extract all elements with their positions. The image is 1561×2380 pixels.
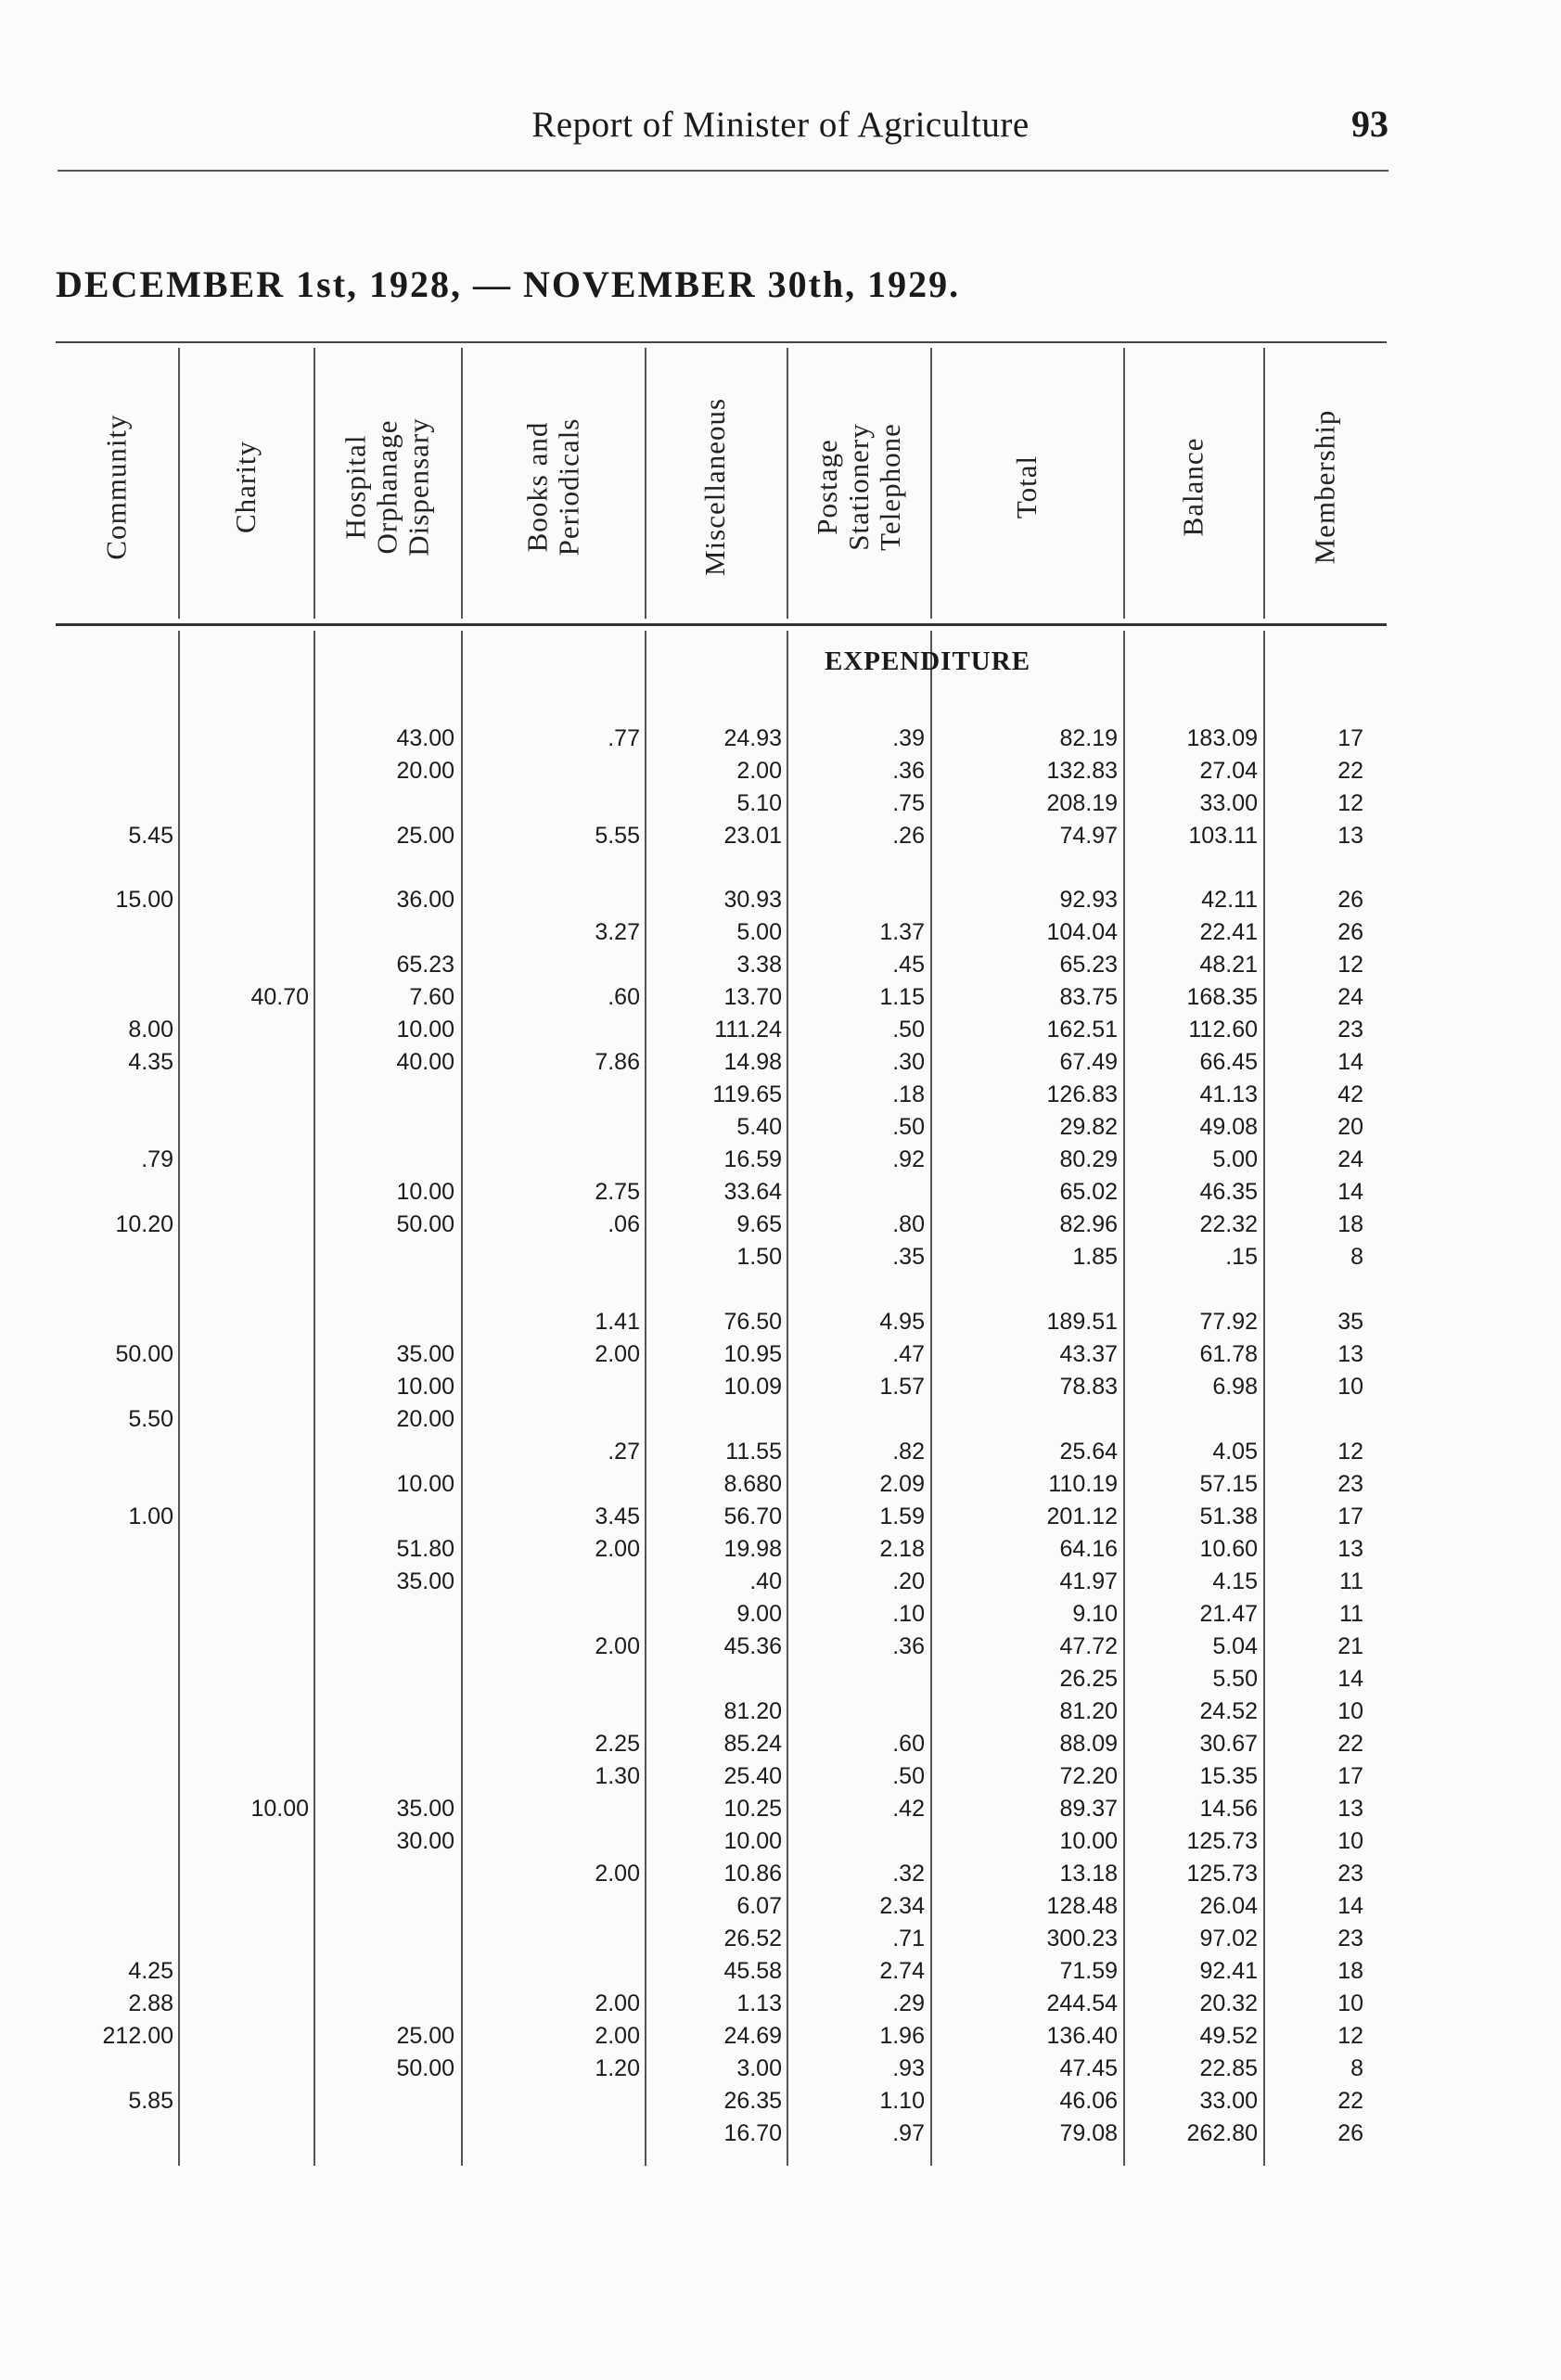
column-header-hospital <box>313 354 461 619</box>
cell-books: 1.30 <box>595 1763 640 1789</box>
cell-misc: 6.07 <box>736 1893 782 1919</box>
cell-community: 50.00 <box>115 1341 173 1367</box>
cell-hospital: 10.00 <box>396 1179 454 1205</box>
cell-membership: 13 <box>1337 1796 1363 1822</box>
cell-postage: .18 <box>892 1081 925 1107</box>
cell-misc: 8.680 <box>723 1471 782 1497</box>
cell-books: 2.00 <box>595 1633 640 1659</box>
cell-misc: 11.55 <box>725 1439 782 1465</box>
cell-postage: .93 <box>892 2055 925 2081</box>
cell-hospital: 25.00 <box>396 823 454 849</box>
column-header-books <box>461 354 645 619</box>
cell-charity: 40.70 <box>250 984 309 1010</box>
cell-membership: 12 <box>1337 1439 1363 1465</box>
column-header-misc <box>645 354 787 619</box>
cell-community: 4.25 <box>128 1958 173 1984</box>
cell-postage: .50 <box>892 1763 925 1789</box>
column-divider <box>178 631 180 2166</box>
cell-misc: 26.52 <box>723 1926 782 1951</box>
cell-hospital: 20.00 <box>396 1406 454 1432</box>
cell-misc: 10.95 <box>723 1341 782 1367</box>
cell-community: 1.00 <box>128 1503 173 1529</box>
cell-balance: 14.56 <box>1199 1796 1258 1822</box>
cell-balance: 15.35 <box>1199 1763 1258 1789</box>
cell-balance: 6.98 <box>1212 1374 1258 1400</box>
cell-total: 89.37 <box>1059 1796 1118 1822</box>
cell-hospital: 40.00 <box>396 1049 454 1075</box>
cell-balance: 48.21 <box>1199 952 1258 978</box>
cell-total: 208.19 <box>1046 790 1118 816</box>
cell-misc: 16.59 <box>723 1146 782 1172</box>
cell-misc: 76.50 <box>723 1309 782 1335</box>
cell-postage: 2.34 <box>879 1893 925 1919</box>
cell-hospital: 7.60 <box>409 984 454 1010</box>
cell-hospital: 65.23 <box>396 952 454 978</box>
cell-membership: 23 <box>1337 1471 1363 1497</box>
cell-total: 64.16 <box>1059 1536 1118 1562</box>
cell-membership: 20 <box>1337 1114 1363 1140</box>
cell-balance: 20.32 <box>1199 1990 1258 2016</box>
cell-total: 126.83 <box>1046 1081 1118 1107</box>
cell-community: 5.50 <box>128 1406 173 1432</box>
column-divider <box>645 631 646 2166</box>
cell-balance: 57.15 <box>1199 1471 1258 1497</box>
cell-hospital: 36.00 <box>396 887 454 913</box>
cell-postage: 4.95 <box>879 1309 925 1335</box>
cell-total: 10.00 <box>1059 1828 1118 1854</box>
cell-postage: .36 <box>892 1633 925 1659</box>
cell-postage: 1.37 <box>879 919 925 945</box>
cell-postage: 2.09 <box>879 1471 925 1497</box>
cell-hospital: 35.00 <box>396 1796 454 1822</box>
cell-total: 65.23 <box>1059 952 1118 978</box>
cell-membership: 22 <box>1337 2088 1363 2114</box>
column-divider <box>313 631 315 2166</box>
cell-membership: 11 <box>1339 1568 1363 1594</box>
cell-membership: 26 <box>1337 887 1363 913</box>
column-header-label: Hospital Orphanage Dispensary <box>339 416 435 557</box>
cell-misc: 30.93 <box>723 887 782 913</box>
cell-balance: 22.85 <box>1199 2055 1258 2081</box>
cell-misc: 10.00 <box>723 1828 782 1854</box>
cell-membership: 42 <box>1337 1081 1363 1107</box>
column-header-membership <box>1263 354 1387 619</box>
cell-balance: 27.04 <box>1199 758 1258 784</box>
cell-membership: 24 <box>1337 984 1363 1010</box>
column-header-community <box>56 354 178 619</box>
cell-balance: 77.92 <box>1199 1309 1258 1335</box>
cell-membership: 17 <box>1337 1763 1363 1789</box>
cell-balance: 168.35 <box>1186 984 1258 1010</box>
cell-total: 128.48 <box>1046 1893 1118 1919</box>
cell-membership: 35 <box>1337 1309 1363 1335</box>
column-header-charity <box>178 354 313 619</box>
cell-balance: 22.32 <box>1199 1211 1258 1237</box>
cell-hospital: 25.00 <box>396 2023 454 2049</box>
cell-hospital: 50.00 <box>396 2055 454 2081</box>
cell-books: 2.00 <box>595 1861 640 1887</box>
cell-misc: 14.98 <box>723 1049 782 1075</box>
cell-balance: 46.35 <box>1199 1179 1258 1205</box>
cell-misc: 10.09 <box>723 1374 782 1400</box>
cell-community: 8.00 <box>128 1017 173 1043</box>
cell-misc: 10.25 <box>723 1796 782 1822</box>
cell-total: 110.19 <box>1048 1471 1118 1497</box>
cell-total: 29.82 <box>1059 1114 1118 1140</box>
cell-total: 132.83 <box>1046 758 1118 784</box>
cell-membership: 14 <box>1337 1666 1363 1692</box>
cell-books: .77 <box>608 725 640 751</box>
cell-misc: 24.93 <box>723 725 782 751</box>
cell-membership: 13 <box>1337 1341 1363 1367</box>
cell-membership: 17 <box>1337 725 1363 751</box>
cell-balance: 30.67 <box>1199 1731 1258 1757</box>
cell-postage: .82 <box>892 1439 925 1465</box>
cell-membership: 26 <box>1337 919 1363 945</box>
cell-misc: 85.24 <box>723 1731 782 1757</box>
cell-total: 46.06 <box>1059 2088 1118 2114</box>
cell-postage: .29 <box>892 1990 925 2016</box>
cell-postage: .35 <box>892 1244 925 1270</box>
cell-misc: 9.65 <box>736 1211 782 1237</box>
cell-membership: 10 <box>1337 1828 1363 1854</box>
cell-total: 25.64 <box>1059 1439 1118 1465</box>
cell-balance: 61.78 <box>1199 1341 1258 1367</box>
cell-misc: 33.64 <box>723 1179 782 1205</box>
cell-misc: 1.13 <box>736 1990 782 2016</box>
cell-total: 79.08 <box>1059 2120 1118 2146</box>
column-header-postage <box>787 354 930 619</box>
cell-membership: 12 <box>1337 952 1363 978</box>
cell-postage: 1.96 <box>879 2023 925 2049</box>
cell-total: 47.45 <box>1059 2055 1118 2081</box>
cell-postage: .80 <box>892 1211 925 1237</box>
cell-total: 81.20 <box>1059 1698 1118 1724</box>
cell-balance: 4.05 <box>1212 1439 1258 1465</box>
cell-total: 201.12 <box>1046 1503 1118 1529</box>
cell-total: 83.75 <box>1059 984 1118 1010</box>
cell-membership: 10 <box>1337 1698 1363 1724</box>
cell-misc: 16.70 <box>723 2120 782 2146</box>
cell-balance: 10.60 <box>1199 1536 1258 1562</box>
cell-balance: 24.52 <box>1199 1698 1258 1724</box>
cell-balance: 125.73 <box>1186 1828 1258 1854</box>
cell-postage: .10 <box>892 1601 925 1627</box>
cell-postage: 2.18 <box>879 1536 925 1562</box>
cell-balance: 5.50 <box>1212 1666 1258 1692</box>
section-label: EXPENDITURE <box>824 646 1031 676</box>
cell-total: 88.09 <box>1059 1731 1118 1757</box>
cell-misc: 13.70 <box>723 984 782 1010</box>
table-top-rule <box>56 341 1387 343</box>
cell-postage: .32 <box>892 1861 925 1887</box>
cell-misc: 3.38 <box>736 952 782 978</box>
cell-total: 82.96 <box>1059 1211 1118 1237</box>
cell-community: 10.20 <box>115 1211 173 1237</box>
cell-balance: 33.00 <box>1199 790 1258 816</box>
cell-membership: 18 <box>1337 1958 1363 1984</box>
table-header-rule <box>56 623 1387 626</box>
cell-misc: 10.86 <box>723 1861 782 1887</box>
cell-postage: .42 <box>892 1796 925 1822</box>
cell-community: 2.88 <box>128 1990 173 2016</box>
cell-books: 2.00 <box>595 1341 640 1367</box>
cell-hospital: 30.00 <box>396 1828 454 1854</box>
cell-books: 2.25 <box>595 1731 640 1757</box>
cell-community: 5.85 <box>128 2088 173 2114</box>
cell-hospital: 35.00 <box>396 1568 454 1594</box>
cell-total: 104.04 <box>1046 919 1118 945</box>
cell-misc: 45.58 <box>723 1958 782 1984</box>
cell-hospital: 10.00 <box>396 1471 454 1497</box>
cell-hospital: 50.00 <box>396 1211 454 1237</box>
cell-membership: 22 <box>1337 758 1363 784</box>
column-divider <box>787 631 788 2166</box>
cell-total: 74.97 <box>1059 823 1118 849</box>
cell-total: 65.02 <box>1059 1179 1118 1205</box>
cell-hospital: 20.00 <box>396 758 454 784</box>
cell-balance: 33.00 <box>1199 2088 1258 2114</box>
cell-membership: 17 <box>1337 1503 1363 1529</box>
cell-postage: .92 <box>892 1146 925 1172</box>
cell-hospital: 10.00 <box>396 1374 454 1400</box>
cell-membership: 12 <box>1337 790 1363 816</box>
cell-misc: 1.50 <box>736 1244 782 1270</box>
cell-membership: 24 <box>1337 1146 1363 1172</box>
cell-membership: 23 <box>1337 1926 1363 1951</box>
cell-books: 2.75 <box>595 1179 640 1205</box>
cell-balance: 262.80 <box>1186 2120 1258 2146</box>
cell-total: 92.93 <box>1059 887 1118 913</box>
column-header-label: Postage Stationery Telephone <box>810 422 906 551</box>
cell-postage: 1.15 <box>879 984 925 1010</box>
cell-membership: 14 <box>1337 1179 1363 1205</box>
column-header-label: Miscellaneous <box>698 397 732 576</box>
cell-membership: 18 <box>1337 1211 1363 1237</box>
cell-total: 67.49 <box>1059 1049 1118 1075</box>
cell-balance: 5.00 <box>1212 1146 1258 1172</box>
cell-membership: 14 <box>1337 1049 1363 1075</box>
cell-community: .79 <box>141 1146 173 1172</box>
cell-balance: 41.13 <box>1199 1081 1258 1107</box>
cell-postage: .20 <box>892 1568 925 1594</box>
cell-hospital: 35.00 <box>396 1341 454 1367</box>
cell-postage: .50 <box>892 1017 925 1043</box>
cell-misc: 5.10 <box>736 790 782 816</box>
cell-misc: 23.01 <box>723 823 782 849</box>
cell-misc: 25.40 <box>723 1763 782 1789</box>
cell-membership: 26 <box>1337 2120 1363 2146</box>
cell-misc: 5.40 <box>736 1114 782 1140</box>
cell-balance: 183.09 <box>1186 725 1258 751</box>
cell-hospital: 51.80 <box>396 1536 454 1562</box>
cell-misc: 2.00 <box>736 758 782 784</box>
column-header-label: Total <box>1009 454 1043 518</box>
cell-misc: 19.98 <box>723 1536 782 1562</box>
cell-postage: 1.59 <box>879 1503 925 1529</box>
cell-community: 212.00 <box>102 2023 173 2049</box>
cell-postage: 1.57 <box>879 1374 925 1400</box>
cell-postage: .45 <box>892 952 925 978</box>
cell-membership: 23 <box>1337 1017 1363 1043</box>
cell-misc: 3.00 <box>736 2055 782 2081</box>
cell-postage: .60 <box>892 1731 925 1757</box>
cell-books: 2.00 <box>595 1990 640 2016</box>
cell-books: 3.45 <box>595 1503 640 1529</box>
cell-balance: 97.02 <box>1199 1926 1258 1951</box>
cell-books: 1.41 <box>595 1309 640 1335</box>
cell-total: 71.59 <box>1059 1958 1118 1984</box>
cell-books: .60 <box>608 984 640 1010</box>
cell-postage: .36 <box>892 758 925 784</box>
cell-balance: 4.15 <box>1212 1568 1258 1594</box>
cell-balance: 26.04 <box>1199 1893 1258 1919</box>
cell-balance: 49.08 <box>1199 1114 1258 1140</box>
page-header-title: Report of Minister of Agriculture <box>531 105 1030 145</box>
cell-total: 136.40 <box>1046 2023 1118 2049</box>
cell-balance: 49.52 <box>1199 2023 1258 2049</box>
cell-misc: 24.69 <box>723 2023 782 2049</box>
cell-books: .27 <box>608 1439 640 1465</box>
cell-membership: 8 <box>1350 1244 1363 1270</box>
cell-balance: 5.04 <box>1212 1633 1258 1659</box>
cell-misc: 45.36 <box>723 1633 782 1659</box>
cell-total: 47.72 <box>1059 1633 1118 1659</box>
cell-total: 244.54 <box>1046 1990 1118 2016</box>
cell-community: 15.00 <box>115 887 173 913</box>
cell-total: 300.23 <box>1046 1926 1118 1951</box>
cell-books: 3.27 <box>595 919 640 945</box>
cell-total: 26.25 <box>1059 1666 1118 1692</box>
column-header-total <box>930 354 1123 619</box>
cell-balance: .15 <box>1225 1244 1258 1270</box>
column-header-balance <box>1123 354 1263 619</box>
column-header-label: Community <box>100 413 134 560</box>
cell-books: 2.00 <box>595 1536 640 1562</box>
cell-books: 7.86 <box>595 1049 640 1075</box>
cell-membership: 23 <box>1337 1861 1363 1887</box>
cell-hospital: 43.00 <box>396 725 454 751</box>
cell-total: 189.51 <box>1046 1309 1118 1335</box>
cell-hospital: 10.00 <box>396 1017 454 1043</box>
cell-total: 9.10 <box>1072 1601 1118 1627</box>
cell-membership: 12 <box>1337 2023 1363 2049</box>
cell-misc: 56.70 <box>723 1503 782 1529</box>
cell-balance: 42.11 <box>1201 887 1258 913</box>
column-divider <box>461 631 463 2166</box>
cell-books: 2.00 <box>595 2023 640 2049</box>
period-subtitle: DECEMBER 1st, 1928, — NOVEMBER 30th, 1929. <box>56 263 961 305</box>
column-header-label: Membership <box>1308 409 1341 564</box>
cell-postage: .71 <box>892 1926 925 1951</box>
cell-total: 1.85 <box>1072 1244 1118 1270</box>
cell-balance: 125.73 <box>1186 1861 1258 1887</box>
cell-postage: 2.74 <box>879 1958 925 1984</box>
cell-balance: 21.47 <box>1199 1601 1258 1627</box>
cell-balance: 22.41 <box>1199 919 1258 945</box>
cell-membership: 8 <box>1350 2055 1363 2081</box>
cell-books: 5.55 <box>595 823 640 849</box>
cell-postage: .97 <box>892 2120 925 2146</box>
cell-misc: 5.00 <box>736 919 782 945</box>
cell-membership: 11 <box>1339 1601 1363 1627</box>
cell-membership: 13 <box>1337 823 1363 849</box>
cell-postage: .47 <box>892 1341 925 1367</box>
cell-balance: 112.60 <box>1188 1017 1258 1043</box>
cell-misc: 81.20 <box>723 1698 782 1724</box>
cell-misc: 9.00 <box>736 1601 782 1627</box>
cell-membership: 14 <box>1337 1893 1363 1919</box>
cell-total: 80.29 <box>1059 1146 1118 1172</box>
cell-total: 41.97 <box>1059 1568 1118 1594</box>
cell-total: 78.83 <box>1059 1374 1118 1400</box>
page-number: 93 <box>1351 103 1388 145</box>
cell-total: 72.20 <box>1059 1763 1118 1789</box>
cell-books: 1.20 <box>595 2055 640 2081</box>
cell-postage: .50 <box>892 1114 925 1140</box>
column-header-label: Charity <box>229 440 262 533</box>
cell-membership: 22 <box>1337 1731 1363 1757</box>
column-header-label: Books and Periodicals <box>520 417 584 556</box>
cell-postage: .75 <box>892 790 925 816</box>
cell-community: 5.45 <box>128 823 173 849</box>
cell-total: 13.18 <box>1059 1861 1118 1887</box>
cell-books: .06 <box>608 1211 640 1237</box>
cell-membership: 10 <box>1337 1990 1363 2016</box>
column-divider <box>930 631 932 2166</box>
cell-misc: 111.24 <box>714 1017 782 1043</box>
cell-misc: .40 <box>749 1568 782 1594</box>
cell-misc: 119.65 <box>712 1081 782 1107</box>
cell-community: 4.35 <box>128 1049 173 1075</box>
cell-postage: .26 <box>892 823 925 849</box>
cell-total: 162.51 <box>1046 1017 1118 1043</box>
cell-postage: .39 <box>892 725 925 751</box>
cell-postage: 1.10 <box>879 2088 925 2114</box>
cell-membership: 21 <box>1337 1633 1363 1659</box>
cell-total: 43.37 <box>1059 1341 1118 1367</box>
cell-balance: 51.38 <box>1199 1503 1258 1529</box>
cell-misc: 26.35 <box>723 2088 782 2114</box>
header-rule <box>58 170 1388 172</box>
column-header-label: Balance <box>1176 437 1209 536</box>
cell-balance: 92.41 <box>1199 1958 1258 1984</box>
column-divider <box>1123 631 1125 2166</box>
cell-balance: 66.45 <box>1199 1049 1258 1075</box>
cell-balance: 103.11 <box>1188 823 1258 849</box>
cell-membership: 13 <box>1337 1536 1363 1562</box>
cell-total: 82.19 <box>1059 725 1118 751</box>
cell-postage: .30 <box>892 1049 925 1075</box>
cell-membership: 10 <box>1337 1374 1363 1400</box>
cell-charity: 10.00 <box>250 1796 309 1822</box>
